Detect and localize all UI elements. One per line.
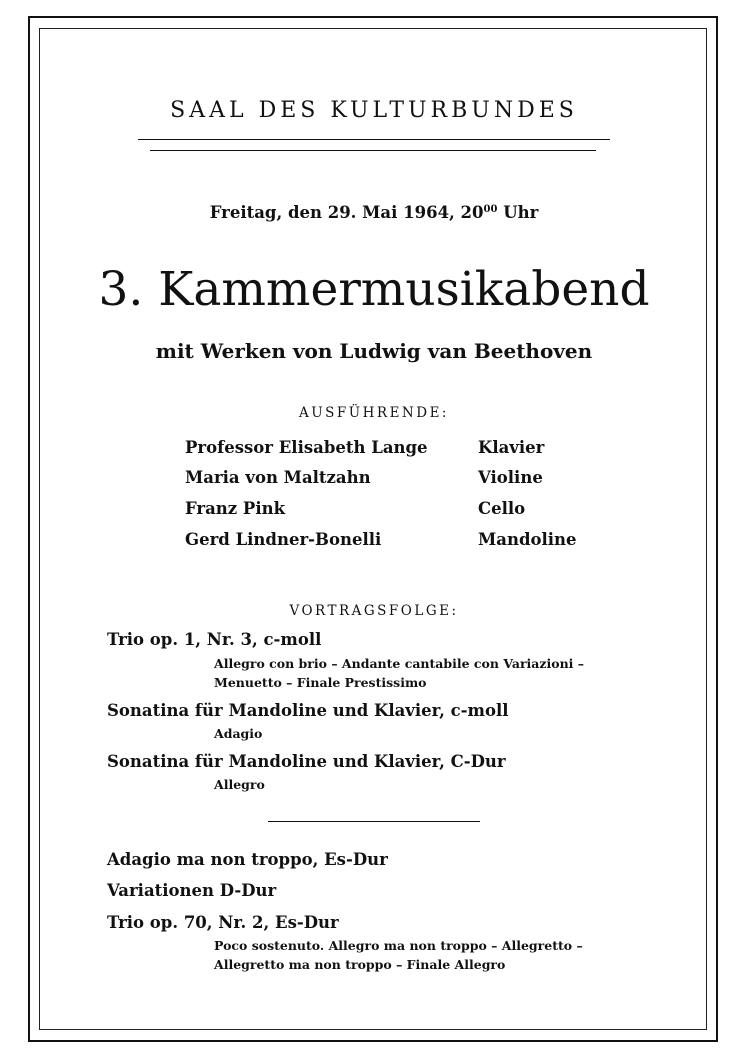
program-movements: Allegro con brio – Andante cantabile con Variazioni – (214, 656, 585, 671)
program-movements: Poco sostenuto. Allegro ma non troppo – Allegretto – (214, 938, 583, 953)
performer-name: Gerd Lindner-Bonelli (185, 530, 382, 549)
program-movements: Allegro (214, 777, 265, 792)
date-time-minutes: 00 (483, 204, 498, 215)
performers-heading: AUSFÜHRENDE: (299, 405, 449, 421)
inner-border (39, 28, 707, 1030)
venue-rule-bottom (150, 150, 596, 151)
program-work-title: Trio op. 1, Nr. 3, c-moll (107, 630, 322, 649)
performer-name: Franz Pink (185, 499, 286, 518)
performer-instrument: Cello (478, 499, 526, 518)
program-movements: Menuetto – Finale Prestissimo (214, 675, 427, 690)
date-text: Freitag, den 29. Mai 1964, 20 (209, 203, 484, 222)
performer-instrument: Klavier (478, 438, 545, 457)
event-title: 3. Kammermusikabend (98, 262, 650, 317)
event-subtitle: mit Werken von Ludwig van Beethoven (155, 339, 593, 363)
program-work-title: Variationen D-Dur (107, 881, 277, 900)
program-movements: Adagio (214, 726, 263, 741)
program-work-title: Sonatina für Mandoline und Klavier, c-moll (107, 701, 509, 720)
performer-name: Maria von Maltzahn (185, 468, 371, 487)
venue-rule-top (138, 139, 610, 140)
program-heading: VORTRAGSFOLGE: (289, 603, 459, 619)
venue-heading: SAAL DES KULTURBUNDES (170, 98, 578, 123)
performer-instrument: Mandoline (478, 530, 577, 549)
program-work-title: Adagio ma non troppo, Es-Dur (107, 850, 388, 869)
intermission-rule (268, 821, 480, 822)
program-work-title: Trio op. 70, Nr. 2, Es-Dur (107, 913, 339, 932)
date-suffix: Uhr (503, 203, 539, 222)
program-movements: Allegretto ma non troppo – Finale Allegro (214, 957, 506, 972)
performer-name: Professor Elisabeth Lange (185, 438, 428, 457)
program-work-title: Sonatina für Mandoline und Klavier, C-Dur (107, 752, 506, 771)
performer-instrument: Violine (478, 468, 543, 487)
event-date (0, 203, 748, 222)
